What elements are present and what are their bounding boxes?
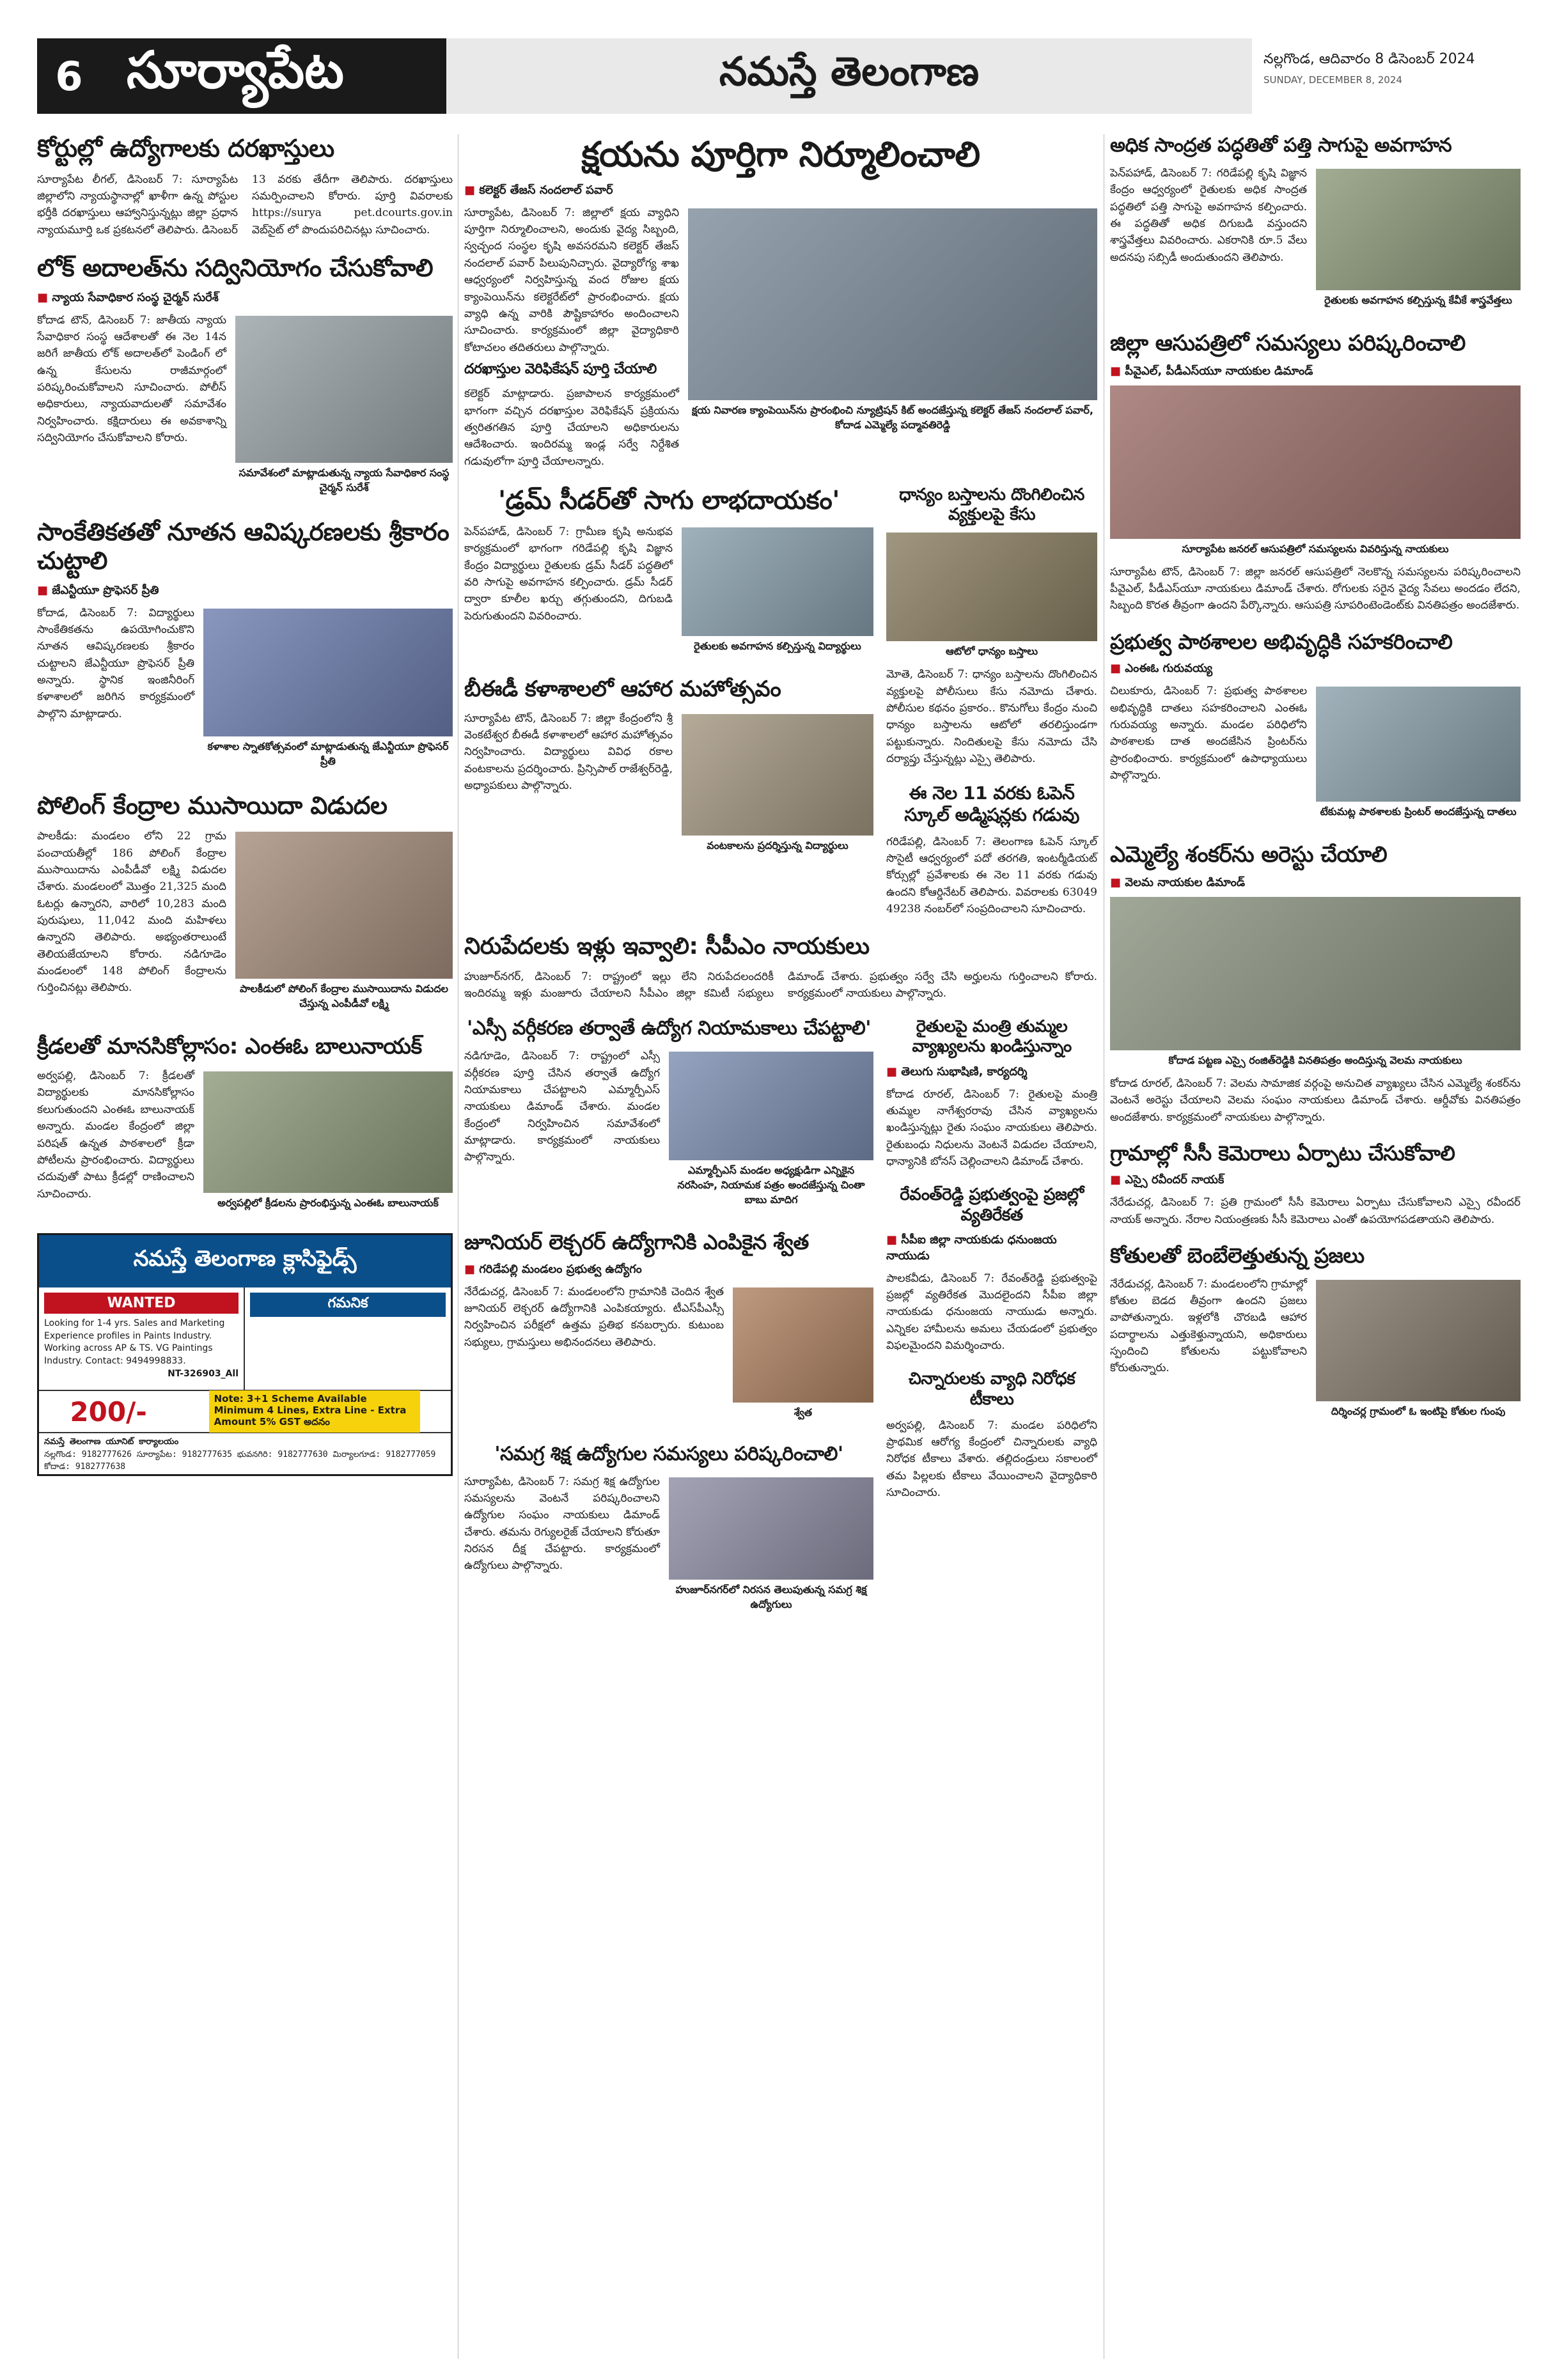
photo-caption: హుజూర్‌నగర్‌లో నిరసన తెలుపుతున్న సమగ్ర శిక్ష ఉద్యోగులు xyxy=(675,1583,867,1610)
article-body: సూర్యాపేట టౌన్, డిసెంబర్ 7: జిల్లా జనరల్ ఆసుపత్రిలో నెలకొన్న సమస్యలను పరిష్కరించాలని పీవైఎల్, పీడీఎస్‌యూ నాయకులు డిమాండ్ చేశారు. రోగులకు సరైన వైద్య సేవలు అందడం లేదని, సిబ్బంది కొరత తీవ్రంగా ఉందని పేర్కొన్నారు. ఆసుపత్రి సూపరింటెండెంట్‌కు వినతిపత్రం అందజేశారు. xyxy=(1110,565,1521,612)
story-drum-seeder xyxy=(464,485,873,661)
news-photo xyxy=(669,1477,873,1580)
story-government-opposition xyxy=(886,1185,1097,1354)
article-body: కలెక్టర్ మాట్లాడారు. ప్రజాపాలన కార్యక్రమంలో భాగంగా వచ్చిన దరఖాస్తుల వెరిఫికేషన్ ప్రక్రియను త్వరితగతిన పూర్తి చేయాలని అధికారులను ఆదేశించారు. ఇందిరమ్మ ఇండ్ల సర్వే నిర్దేశిత గడువులోగా పూర్తి చేయాలన్నారు. xyxy=(464,387,679,468)
photo-block xyxy=(203,605,453,776)
headline: ధాన్యం బస్తాలను దొంగిలించిన వ్యక్తులపై కేసు xyxy=(899,485,1084,525)
headline: 'సమగ్ర శిక్ష ఉద్యోగుల సమస్యలు పరిష్కరించాలి' xyxy=(494,1442,843,1465)
article-body: పాలకవీడు, డిసెంబర్ 7: రేవంత్‌రెడ్డి ప్రభుత్వంపై ప్రజల్లో వ్యతిరేకత మొదలైందని సీపీఐ జిల్లా నాయకుడు ధనుంజయ నాయుడు అన్నారు. ఎన్నికల హామీలను అమలు చేయడంలో ప్రభుత్వం విఫలమైందని విమర్శించారు. xyxy=(886,1272,1097,1353)
subhead: దరఖాస్తుల వెరిఫికేషన్ పూర్తి చేయాలి xyxy=(464,361,657,377)
article-body: సూర్యాపేట, డిసెంబర్ 7: జిల్లాలో క్షయ వ్యాధిని పూర్తిగా నిర్మూలించాలని, అందుకు వైద్య సిబ్బంది, స్వచ్ఛంద సంస్థల కృషి అవసరమని కలెక్టర్ తేజస్ నందలాల్ పవార్ పిలుపునిచ్చారు. వైద్యారోగ్య శాఖ ఆధ్వర్యంలో నిర్వహిస్తున్న వంద రోజుల క్షయ క్యాంపెయిన్‌ను కలెక్టరేట్‌లో ప్రారంభించారు. క్షయ వ్యాధి ఉన్న వారికి పౌష్టికాహారం అందించాలని సూచించారు. కార్యక్రమంలో జిల్లా వైద్యాధికారి కోటాచలం తదితరులు పాల్గొన్నారు. xyxy=(464,206,679,354)
article-body: సూర్యాపేట, డిసెంబర్ 7: సమగ్ర శిక్ష ఉద్యోగుల సమస్యలను వెంటనే పరిష్కరించాలని ఉద్యోగుల సంఘం నాయకులు డిమాండ్ చేశారు. తమను రెగ్యులరైజ్ చేయాలని కోరుతూ నిరసన దీక్ష చేపట్టారు. కార్యక్రమంలో ఉద్యోగులు పాల్గొన్నారు. xyxy=(464,1475,660,1573)
headline: జిల్లా ఆసుపత్రిలో సమస్యలు పరిష్కరించాలి xyxy=(1110,331,1466,356)
dateline xyxy=(1264,51,1519,86)
story-vaccination xyxy=(886,1369,1097,1501)
byline: ■ సీపీఐ జిల్లా నాయకుడు ధనుంజయ నాయుడు xyxy=(886,1233,1097,1265)
photo-caption: కోదాడ పట్టణ ఎస్సై రంజిత్‌రెడ్డికి వినతిపత్రం అందిస్తున్న వెలమ నాయకులు xyxy=(1168,1054,1462,1067)
photo-caption: అర్వపల్లిలో క్రీడలను ప్రారంభిస్తున్న ఎంఈఓ బాలునాయక్ xyxy=(217,1197,439,1209)
article-body: పెన్‌పహాడ్, డిసెంబర్ 7: గరిడేపల్లి కృషి విజ్ఞాన కేంద్రం ఆధ్వర్యంలో రైతులకు అధిక సాంద్రత పద్ధతిలో పత్తి సాగుపై అవగాహన కల్పించారు. ఈ పద్ధతితో అధిక దిగుబడి వస్తుందని శాస్త్రవేత్తలు వివరించారు. ఎకరానికి రూ.5 వేలు అదనపు సబ్సిడీ అందుతుందని తెలిపారు. xyxy=(1110,167,1307,264)
news-photo xyxy=(1316,687,1521,802)
date-english: SUNDAY, DECEMBER 8, 2024 xyxy=(1264,74,1402,86)
photo-caption: శ్వేత xyxy=(794,1406,813,1419)
article-body: కోదాడ టౌన్, డిసెంబర్ 7: జాతీయ న్యాయ సేవాధికార సంస్థ ఆదేశాలతో ఈ నెల 14న జరిగే జాతీయ లోక్ అదాలత్‌లో పెండింగ్ లో ఉన్న కేసులను రాజీమార్గంలో పరిష్కరించుకోవాలని సూచించారు. పోలీస్ అధికారులు, న్యాయవాదులతో సమావేశం నిర్వహించారు. కక్షిదారులు ఈ అవకాశాన్ని సద్వినియోగం చేసుకోవాలని కోరారు. xyxy=(37,313,226,444)
story-ssa-employees xyxy=(464,1443,873,1619)
story-bed-college xyxy=(464,676,873,860)
photo-caption: క్షయ నివారణ క్యాంపెయిన్‌ను ప్రారంభించి న్యూట్రిషన్ కిట్ అందజేస్తున్న కలెక్టర్ తేజస్ నందలాల్ పవార్, కోదాడ ఎమ్మెల్యే పద్మావతిరెడ్డి xyxy=(691,403,1093,431)
photo-caption: కళాశాల స్నాతకోత్సవంలో మాట్లాడుతున్న జేఎన్టీయూ ప్రొఫెసర్ ప్రీతి xyxy=(207,740,449,767)
notice-ad xyxy=(245,1287,451,1390)
headline: ప్రభుత్వ పాఠశాలల అభివృద్ధికి సహకరించాలి xyxy=(1110,629,1453,654)
headline: అధిక సాంద్రత పద్ధతితో పత్తి సాగుపై అవగాహన xyxy=(1110,134,1452,157)
photo-caption: దిర్శించర్ల గ్రామంలో ఓ ఇంటిపై కోతుల గుంపు xyxy=(1331,1404,1506,1417)
story-junior-lecturer xyxy=(464,1230,873,1427)
headline: 'ఎస్సీ వర్గీకరణ తర్వాతే ఉద్యోగ నియామకాలు చేపట్టాలి' xyxy=(467,1017,871,1040)
story-technology xyxy=(37,518,453,776)
story-court-jobs xyxy=(37,134,453,238)
article-body: గరిడేపల్లి, డిసెంబర్ 7: తెలంగాణ ఓపెన్ స్కూల్ సొసైటీ ఆధ్వర్యంలో పదో తరగతి, ఇంటర్మీడియట్ కోర్సుల్లో ప్రవేశాలకు ఈ నెల 11 వరకు గడువు ఉందని కోఆర్డినేటర్ తెలిపారు. వివరాలకు 63049 49238 నంబర్‌లో సంప్రదించాలని సూచించారు. xyxy=(886,835,1097,915)
headline: రేవంత్‌రెడ్డి ప్రభుత్వంపై ప్రజల్లో వ్యతిరేకత xyxy=(900,1185,1084,1225)
photo-caption: వంటకాలను ప్రదర్శిస్తున్న విద్యార్థులు xyxy=(707,839,849,852)
wanted-label: WANTED xyxy=(44,1293,239,1314)
news-photo xyxy=(1316,1280,1521,1401)
headline: జూనియర్ లెక్చరర్ ఉద్యోగానికి ఎంపికైన శ్వేత xyxy=(464,1230,809,1255)
story-tb-eradication xyxy=(464,134,1097,470)
story-polling-stations xyxy=(37,791,453,1019)
photo-caption: ఆటోలో ధాన్యం బస్తాలు xyxy=(945,645,1038,658)
headline: కోతులతో బెంబేలెత్తుతున్న ప్రజలు xyxy=(1110,1243,1365,1268)
photo-caption: రైతులకు అవగాహన కల్పిస్తున్న కేవీకే శాస్త్రవేత్తలు xyxy=(1324,294,1512,306)
column-center xyxy=(464,134,1097,1635)
news-photo xyxy=(886,533,1097,641)
wanted-ad xyxy=(39,1287,245,1390)
article-body: కోదాడ రూరల్, డిసెంబర్ 7: రైతులపై మంత్రి తుమ్మల నాగేశ్వరరావు చేసిన వ్యాఖ్యలను ఖండిస్తున్నట్లు రైతు సంఘం నాయకులు తెలిపారు. రైతుబంధు నిధులను వెంటనే విడుదల చేయాలని, ధాన్యానికి బోనస్ చెల్లించాలని డిమాండ్ చేశారు. xyxy=(886,1087,1097,1168)
news-photo xyxy=(1316,169,1521,290)
headline: గ్రామాల్లో సీసీ కెమెరాలు ఏర్పాటు చేసుకోవాలి xyxy=(1110,1141,1455,1166)
article-body: పెన్‌పహాడ్, డిసెంబర్ 7: గ్రామీణ కృషి అనుభవ కార్యక్రమంలో భాగంగా గరిడేపల్లి కృషి విజ్ఞాన కేంద్రం విద్యార్థులు రైతులకు డ్రమ్ సీడర్ పద్ధతిలో వరి సాగుపై అవగాహన కల్పించారు. డ్రమ్ సీడర్ ద్వారా కూలీల ఖర్చు తగ్గుతుందని, దిగుబడి పెరుగుతుందని వివరించారు. xyxy=(464,525,673,623)
photo-block xyxy=(235,828,453,1018)
news-photo xyxy=(669,1052,873,1160)
photo-block xyxy=(733,1284,873,1427)
byline: ■ తెలుగు సుభాషిణి, కార్యదర్శి xyxy=(886,1065,1097,1081)
article-body: కోదాడ, డిసెంబర్ 7: విద్యార్థులు సాంకేతికతను ఉపయోగించుకొని నూతన ఆవిష్కరణలకు శ్రీకారం చుట్టాలని జేఎన్టీయూ ప్రొఫెసర్ ప్రీతి అన్నారు. స్థానిక ఇంజినీరింగ్ కళాశాలలో జరిగిన కార్యక్రమంలో పాల్గొని మాట్లాడారు. xyxy=(37,606,194,720)
headline: నిరుపేదలకు ఇళ్లు ఇవ్వాలి: సీపీఎం నాయకులు xyxy=(464,933,870,960)
masthead xyxy=(37,38,1521,114)
scheme-note: Note: 3+1 Scheme Available Minimum 4 Lines, Extra Line - Extra Amount 5% GST అదనం xyxy=(209,1390,420,1433)
article-body: సూర్యాపేట లీగల్, డిసెంబర్ 7: సూర్యాపేట జిల్లాలోని న్యాయస్థానాల్లో ఖాళీగా ఉన్న పోస్టుల భర్తీకి దరఖాస్తులు ఆహ్వానిస్తున్నట్లు జిల్లా ప్రధాన న్యాయమూర్తి ఒక ప్రకటనలో తెలిపారు. డిసెంబర్ 13 వరకు తేదీగా తెలిపారు. దరఖాస్తులు సమర్పించాలని కోరారు. పూర్తి వివరాలకు https://surya pet.dcourts.gov.in వెబ్‌సైట్ లో పొందుపరిచినట్లు సూచించారు. xyxy=(37,173,453,237)
photo-block xyxy=(1316,683,1521,827)
photo-caption: టేకుమట్ల పాఠశాలకు ప్రింటర్ అందజేస్తున్న దాతలు xyxy=(1320,805,1517,818)
notice-label: గమనిక xyxy=(250,1293,446,1317)
photo-block xyxy=(669,1048,873,1215)
news-photo xyxy=(1110,385,1521,539)
article-body: సూర్యాపేట టౌన్, డిసెంబర్ 7: జిల్లా కేంద్రంలోని శ్రీ వెంకటేశ్వర బీఈడీ కళాశాలలో ఆహార మహోత్సవం నిర్వహించారు. విద్యార్థులు వివిధ రకాల వంటకాలను ప్రదర్శించారు. ప్రిన్సిపాల్ రాజేశ్వర్‌రెడ్డి, అధ్యాపకులు పాల్గొన్నారు. xyxy=(464,712,673,793)
photo-block xyxy=(682,710,873,860)
news-photo xyxy=(1110,897,1521,1050)
story-grain-theft xyxy=(886,485,1097,767)
headline: కోర్టుల్లో ఉద్యోగాలకు దరఖాస్తులు xyxy=(37,134,334,162)
byline: ■ జేఎన్టీయూ ప్రొఫెసర్ ప్రీతి xyxy=(37,584,453,600)
article-body: నేరేడుచర్ల, డిసెంబర్ 7: మండలంలోని గ్రామాల్లో కోతుల బెడద తీవ్రంగా ఉందని ప్రజలు వాపోతున్నారు. ఇళ్లలోకి చొరబడి ఆహార పదార్థాలను ఎత్తుకెళ్తున్నాయని, అధికారులు స్పందించి కోతులను పట్టుకోవాలని కోరుతున్నారు. xyxy=(1110,1277,1307,1375)
story-open-school xyxy=(886,782,1097,917)
article-body: నేరేడుచర్ల, డిసెంబర్ 7: మండలంలోని గ్రామానికి చెందిన శ్వేత జూనియర్ లెక్చరర్ ఉద్యోగానికి ఎంపికయ్యారు. టీఎస్‌పీఎస్సీ నిర్వహించిన పరీక్షలో ఉత్తమ ప్రతిభ కనబర్చారు. కుటుంబ సభ్యులు, గ్రామస్తులు అభినందనలు తెలిపారు. xyxy=(464,1285,724,1349)
article-body: నడిగూడెం, డిసెంబర్ 7: రాష్ట్రంలో ఎస్సీ వర్గీకరణ పూర్తి చేసిన తర్వాతే ఉద్యోగ నియామకాలు చేపట్టాలని ఎమ్మార్పీఎస్ నాయకులు డిమాండ్ చేశారు. మండల కేంద్రంలో నిర్వహించిన సమావేశంలో మాట్లాడారు. కార్యక్రమంలో నాయకులు పాల్గొన్నారు. xyxy=(464,1050,660,1164)
byline: ■ ఎంఈఓ గురువయ్య xyxy=(1110,662,1521,678)
article-body: కోదాడ రూరల్, డిసెంబర్ 7: వెలమ సామాజిక వర్గంపై అనుచిత వ్యాఖ్యలు చేసిన ఎమ్మెల్యే శంకర్‌ను వెంటనే అరెస్టు చేయాలని వెలమ సంఘం నాయకులు డిమాండ్ చేశారు. ఆర్డీవోకు వినతిపత్రం అందజేశారు. కార్యక్రమంలో నాయకులు పాల్గొన్నారు. xyxy=(1110,1077,1521,1124)
photo-caption: రైతులకు అవగాహన కల్పిస్తున్న విద్యార్థులు xyxy=(694,640,861,652)
photo-block xyxy=(1316,165,1521,315)
news-photo xyxy=(203,609,453,736)
contact-numbers: నల్లగొండ: 9182777626 సూర్యాపేట: 9182777635 భువనగిరి: 9182777630 మిర్యాలగూడ: 9182777059 కోదాడ: 9182777638 xyxy=(44,1449,436,1472)
portrait-photo xyxy=(733,1287,873,1403)
story-housing xyxy=(464,933,1097,1002)
headline: లోక్ అదాలత్‌ను సద్వినియోగం చేసుకోవాలి xyxy=(37,253,434,282)
article-body: హుజూర్‌నగర్, డిసెంబర్ 7: రాష్ట్రంలో ఇల్లు లేని నిరుపేదలందరికీ ఇందిరమ్మ ఇళ్లు మంజూరు చేయాలని సీపీఎం జిల్లా కమిటీ సభ్యులు డిమాండ్ చేశారు. ప్రభుత్వం సర్వే చేసి అర్హులను గుర్తించాలని కోరారు. కార్యక్రమంలో నాయకులు పాల్గొన్నారు. xyxy=(464,970,1097,1000)
story-schools xyxy=(1110,630,1521,827)
classifieds-brand: నమస్తే తెలంగాణ క్లాసిఫైడ్స్ xyxy=(39,1235,451,1287)
story-sc-classification xyxy=(464,1017,873,1215)
story-monkeys xyxy=(1110,1243,1521,1426)
byline: ■ న్యాయ సేవాధికార సంస్థ చైర్మన్ సురేశ్ xyxy=(37,291,453,307)
story-minister-remarks xyxy=(886,1017,1097,1170)
column-left xyxy=(37,134,453,1476)
classified-price: 200/- xyxy=(70,1396,147,1427)
headline: పోలింగ్ కేంద్రాల ముసాయిదా విడుదల xyxy=(37,791,387,820)
photo-block xyxy=(688,205,1097,440)
article-body: అర్వపల్లి, డిసెంబర్ 7: మండల పరిధిలోని ప్రాథమిక ఆరోగ్య కేంద్రంలో చిన్నారులకు వ్యాధి నిరోధక టీకాలు వేశారు. తల్లిదండ్రులు సకాలంలో తమ పిల్లలకు టీకాలు వేయించాలని వైద్యాధికారి సూచించారు. xyxy=(886,1419,1097,1500)
photo-block xyxy=(682,524,873,661)
headline: రైతులపై మంత్రి తుమ్మల వ్యాఖ్యలను ఖండిస్తున్నాం xyxy=(912,1017,1072,1057)
photo-block xyxy=(669,1474,873,1619)
news-photo xyxy=(682,714,873,836)
headline: సాంకేతికతతో నూతన ఆవిష్కరణలకు శ్రీకారం చుట్టాలి xyxy=(37,517,450,575)
photo-block xyxy=(203,1068,453,1218)
article-body: చిలుకూరు, డిసెంబర్ 7: ప్రభుత్వ పాఠశాలల అభివృద్ధికి దాతలు సహకరించాలని ఎంఈఓ గురువయ్య అన్నారు. మండల పరిధిలోని పాఠశాలకు దాత అందజేసిన ప్రింటర్‌ను ప్రారంభించారు. కార్యక్రమంలో ఉపాధ్యాయులు పాల్గొన్నారు. xyxy=(1110,685,1307,782)
story-cotton xyxy=(1110,134,1521,315)
section-title: సూర్యాపేట xyxy=(101,38,446,114)
byline: ■ ఎస్సై రవీందర్ నాయక్ xyxy=(1110,1173,1521,1189)
photo-caption: ఎమ్మార్పీఎస్ మండల అధ్యక్షుడిగా ఎన్నికైన నరసింహ, నియామక పత్రం అందజేస్తున్న చింతా బాబు మాదిగ xyxy=(677,1164,865,1206)
classifieds-ad xyxy=(37,1233,453,1476)
headline: క్రీడలతో మానసికోల్లాసం: ఎంఈఓ బాలునాయక్ xyxy=(37,1034,422,1060)
headline: చిన్నారులకు వ్యాధి నిరోధక టీకాలు xyxy=(908,1369,1076,1409)
column-right xyxy=(1110,134,1521,1442)
newspaper-name: నమస్తే తెలంగాణ xyxy=(446,38,1252,114)
headline: ఈ నెల 11 వరకు ఓపెన్ స్కూల్ అడ్మిషన్లకు గడువు xyxy=(904,782,1079,826)
headline: బీఈడీ కళాశాలలో ఆహార మహోత్సవం xyxy=(464,676,781,702)
page-number: 6 xyxy=(37,38,101,114)
article-body: పాలకీడు: మండలం లోని 22 గ్రామ పంచాయతీల్లో 186 పోలింగ్ కేంద్రాల ముసాయిదాను ఎంపీడీవో లక్ష్మి విడుదల చేశారు. మండలంలో మొత్తం 21,325 మంది ఓటర్లు ఉన్నారని, వారిలో 10,283 మంది పురుషులు, 11,042 మంది మహిళలు ఉన్నారని తెలిపారు. అభ్యంతరాలుంటే తెలియజేయాలని కోరారు. నడిగూడెం మండలంలో 148 పోలింగ్ కేంద్రాలను గుర్తించినట్లు తెలిపారు. xyxy=(37,830,226,995)
byline: ■ పీవైఎల్, పీడీఎస్‌యూ నాయకుల డిమాండ్ xyxy=(1110,364,1521,380)
story-cctv xyxy=(1110,1141,1521,1228)
story-lok-adalat xyxy=(37,254,453,502)
news-photo xyxy=(203,1071,453,1193)
headline: 'డ్రమ్ సీడర్‌తో సాగు లాభదాయకం' xyxy=(497,486,840,515)
photo-block xyxy=(1316,1276,1521,1426)
byline: ■ గరిడేపల్లి మండలం ప్రభుత్వ ఉద్యోగం xyxy=(464,1263,873,1279)
news-photo xyxy=(688,208,1097,400)
news-photo xyxy=(235,832,453,979)
headline-lead: క్షయను పూర్తిగా నిర్మూలించాలి xyxy=(581,134,980,175)
photo-caption: సమావేశంలో మాట్లాడుతున్న న్యాయ సేవాధికార సంస్థ చైర్మన్ సురేశ్ xyxy=(239,466,450,494)
story-mla-arrest xyxy=(1110,842,1521,1126)
byline: ■ కలెక్టర్ తేజస్ నందలాల్ పవార్ xyxy=(464,183,1097,199)
story-sports xyxy=(37,1034,453,1218)
byline: ■ వెలమ నాయకుల డిమాండ్ xyxy=(1110,876,1521,892)
office-name: నమస్తే తెలంగాణ యూనిట్ కార్యాలయం xyxy=(44,1437,179,1447)
news-photo xyxy=(235,316,453,463)
wanted-code: NT-326903_All xyxy=(168,1368,239,1379)
article-body: నేరేడుచర్ల, డిసెంబర్ 7: ప్రతి గ్రామంలో సీసీ కెమెరాలు ఏర్పాటు చేసుకోవాలని ఎస్సై రవీందర్ నాయక్ అన్నారు. నేరాల నియంత్రణకు సీసీ కెమెరాలు ఎంతో ఉపయోగపడతాయని తెలిపారు. xyxy=(1110,1196,1521,1226)
photo-caption: సూర్యాపేట జనరల్ ఆసుపత్రిలో సమస్యలను వివరిస్తున్న నాయకులు xyxy=(1182,542,1449,555)
news-photo xyxy=(682,527,873,636)
wanted-text: Looking for 1-4 yrs. Sales and Marketing Experience profiles in Paints Industry. Working across AP & TS. VG Paintings Industry. Contact: 9494998833. xyxy=(44,1318,225,1366)
article-body: అర్వపల్లి, డిసెంబర్ 7: క్రీడలతో విద్యార్థులకు మానసికోల్లాసం కలుగుతుందని ఎంఈఓ బాలునాయక్ అన్నారు. మండల కేంద్రంలో జిల్లా పరిషత్ ఉన్నత పాఠశాలలో క్రీడా పోటీలను ప్రారంభించారు. విద్యార్థులు చదువుతో పాటు క్రీడల్లో రాణించాలని సూచించారు. xyxy=(37,1069,194,1201)
photo-block xyxy=(235,312,453,502)
story-hospital xyxy=(1110,331,1521,614)
headline: ఎమ్మెల్యే శంకర్‌ను అరెస్టు చేయాలి xyxy=(1110,842,1388,868)
article-body: మోతె, డిసెంబర్ 7: ధాన్యం బస్తాలను దొంగిలించిన వ్యక్తులపై పోలీసులు కేసు నమోదు చేశారు. పోలీసుల కథనం ప్రకారం.. కొనుగోలు కేంద్రం నుంచి ధాన్యం బస్తాలను ఆటోలో తరలిస్తుండగా పట్టుకున్నారు. నిందితులపై కేసు నమోదు చేసి దర్యాప్తు చేస్తున్నట్లు ఎస్సై తెలిపారు. xyxy=(886,668,1097,766)
photo-caption: పాలకీడులో పోలింగ్ కేంద్రాల ముసాయిదాను విడుదల చేస్తున్న ఎంపీడీవో లక్ష్మి xyxy=(240,983,448,1010)
date-telugu: నల్లగొండ, ఆదివారం 8 డిసెంబర్ 2024 xyxy=(1264,51,1475,67)
